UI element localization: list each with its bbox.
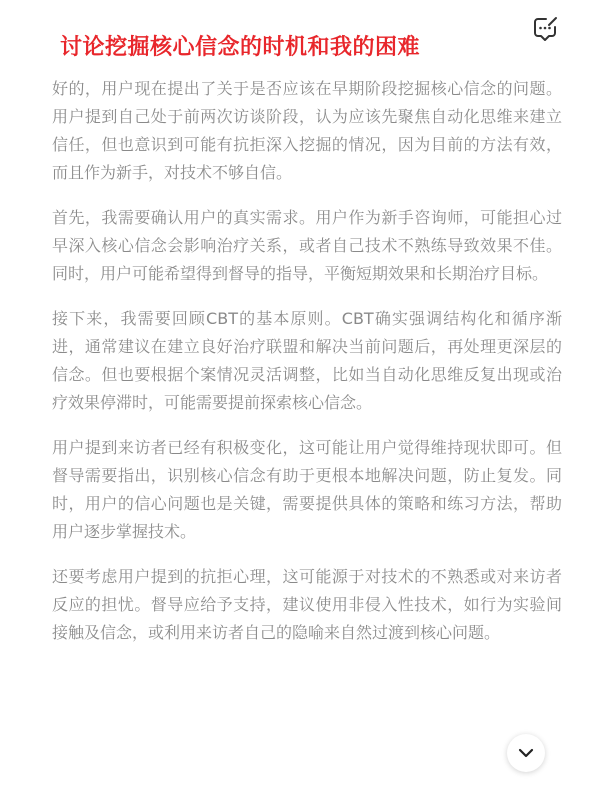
message-content xyxy=(52,75,562,664)
comment-edit-icon xyxy=(531,15,559,43)
paragraph: 还要考虑用户提到的抗拒心理，这可能源于对技术的不熟悉或对来访者反应的担忧。督导应给予支持，建议使用非侵入性技术，如行为实验间接触及信念，或利用来访者自己的隐喻来自然过渡到核心问题。 xyxy=(52,567,562,642)
page-title: 讨论挖掘核心信念的时机和我的困难 xyxy=(60,35,421,60)
paragraph: 好的，用户现在提出了关于是否应该在早期阶段挖掘核心信念的问题。用户提到自己处于前两次访谈阶段，认为应该先聚焦自动化思维来建立信任，但也意识到可能有抗拒深入挖掘的情况，因为目前的方法有效，而且作为新手，对技术不够自信。 xyxy=(52,79,562,182)
scroll-down-button[interactable] xyxy=(507,734,545,772)
paragraph: 首先，我需要确认用户的真实需求。用户作为新手咨询师，可能担心过早深入核心信念会影响治疗关系，或者自己技术不熟练导致效果不佳。同时，用户可能希望得到督导的指导，平衡短期效果和长期治疗目标。 xyxy=(52,208,562,283)
chevron-down-icon xyxy=(517,744,535,762)
paragraph: 接下来，我需要回顾CBT的基本原则。CBT确实强调结构化和循序渐进，通常建议在建立良好治疗联盟和解决当前问题后，再处理更深层的信念。但也要根据个案情况灵活调整，比如当自动化思维反复出现或治疗效果停滞时，可能需要提前探索核心信念。 xyxy=(52,309,562,412)
paragraph: 用户提到来访者已经有积极变化，这可能让用户觉得维持现状即可。但督导需要指出，识别核心信念有助于更根本地解决问题，防止复发。同时，用户的信心问题也是关键，需要提供具体的策略和练习方法，帮助用户逐步掌握技术。 xyxy=(52,438,562,541)
feedback-button[interactable] xyxy=(531,15,559,43)
